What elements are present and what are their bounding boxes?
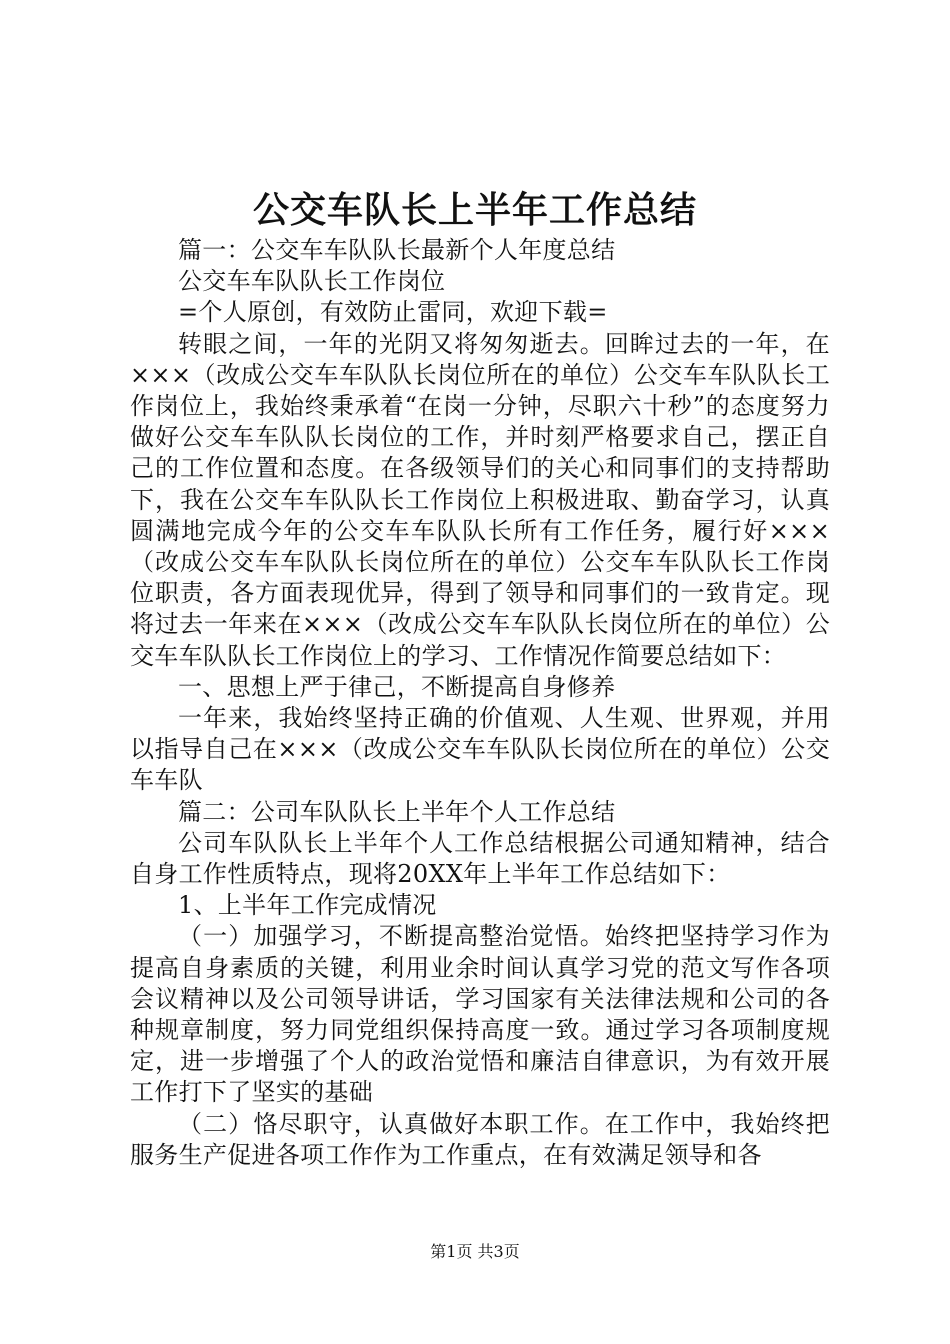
paragraph-part1-heading: 篇一：公交车车队队长最新个人年度总结 bbox=[178, 236, 616, 264]
document-title: 公交车队长上半年工作总结 bbox=[252, 189, 697, 231]
paragraph-intro: 转眼之间，一年的光阴又将匆匆逝去。回眸过去的一年，在×××（改成公交车车队队长岗位所在的单位）公交车车队队长工作岗位上，我始终秉承着“在岗一分钟，尽职六十秒”的态度努力做好公交车车队队长岗位的工作，并时刻严格要求自己，摆正自己的工作位置和态度。在各级领导们的关心和同事们的支持帮助下，我在公交车车队队长工作岗位上积极进取、勤奋学习，认真圆满地完成今年的公交车车队队长所有工作任务，履行好×××（改成公交车车队队长岗位所在的单位）公交车车队队长工作岗位职责，各方面表现优异，得到了领导和同事们的一致肯定。现将过去一年来在×××（改成公交车车队队长岗位所在的单位）公交车车队队长工作岗位上的学习、工作情况作简要总结如下： bbox=[130, 329, 830, 670]
paragraph-part2-intro: 公司车队队长上半年个人工作总结根据公司通知精神，结合自身工作性质特点，现将20XX年上半年工作总结如下： bbox=[130, 828, 830, 889]
paragraph-job-title: 公交车车队队长工作岗位 bbox=[178, 267, 446, 296]
paragraph-original-note: =个人原创，有效防止雷同，欢迎下载= bbox=[178, 298, 608, 327]
page-number-footer: 第1页 共3页 bbox=[430, 1242, 520, 1261]
paragraph-section-one-body: 一年来，我始终坚持正确的价值观、人生观、世界观，并用以指导自己在×××（改成公交车车队队长岗位所在的单位）公交车车队 bbox=[130, 704, 830, 795]
paragraph-completion-heading: 1、上半年工作完成情况 bbox=[178, 891, 437, 920]
document-body bbox=[130, 235, 830, 1171]
paragraph-study-item: （一）加强学习，不断提高整治觉悟。始终把坚持学习作为提高自身素质的关键，利用业余时间认真学习党的范文写作各项会议精神以及公司领导讲话，学习国家有关法律法规和公司的各种规章制度，努力同党组织保持高度一致。通过学习各项制度规定，进一步增强了个人的政治觉悟和廉洁自律意识，为有效开展工作打下了坚实的基础 bbox=[130, 922, 830, 1107]
paragraph-section-one-heading: 一、思想上严于律己，不断提高自身修养 bbox=[178, 672, 616, 701]
paragraph-part2-heading: 篇二：公司车队队长上半年个人工作总结 bbox=[178, 797, 616, 826]
paragraph-duty-item: （二）恪尽职守，认真做好本职工作。在工作中，我始终把服务生产促进各项工作作为工作重点，在有效满足领导和各 bbox=[130, 1109, 830, 1169]
